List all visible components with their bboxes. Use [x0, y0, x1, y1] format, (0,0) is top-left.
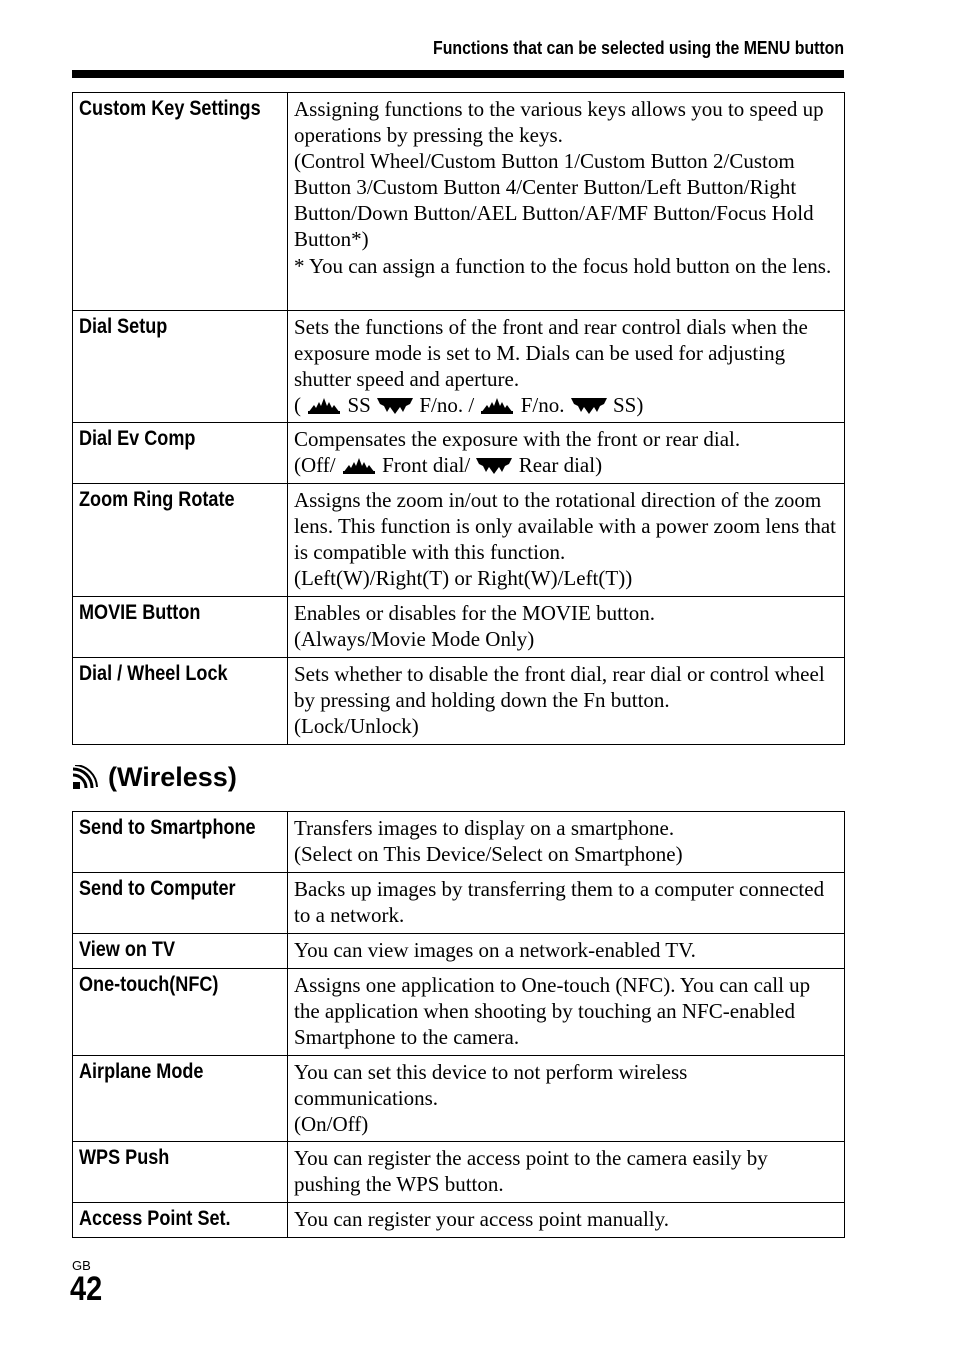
term-cell	[73, 873, 288, 934]
term-cell	[73, 658, 288, 745]
description-options: (On/Off)	[294, 1112, 369, 1136]
term-cell	[73, 1203, 288, 1238]
description-cell	[288, 1203, 845, 1238]
description-options: (Lock/Unlock)	[294, 714, 419, 738]
term-label: View on TV	[79, 938, 176, 961]
description-text: Assigns the zoom in/out to the rotational direction of the zoom lens. This function is only available with a power zoom lens that is compatible with this function.	[294, 488, 837, 564]
term-label: Dial Setup	[79, 315, 168, 338]
table-row	[73, 93, 845, 311]
term-cell	[73, 93, 288, 311]
table-row	[73, 484, 845, 597]
description-text: You can set this device to not perform wireless communications.	[294, 1060, 688, 1110]
description-cell	[288, 873, 845, 934]
description-text: Transfers images to display on a smartphone.	[294, 816, 675, 840]
term-label: WPS Push	[79, 1146, 170, 1169]
section-title: (Wireless)	[108, 762, 237, 792]
term-cell	[73, 597, 288, 658]
term-label: Dial / Wheel Lock	[79, 662, 228, 685]
description-text: Compensates the exposure with the front or rear dial.	[294, 427, 741, 451]
menu-table-2	[72, 811, 845, 1238]
description-options: ( SS F/no. / F/no. SS)	[294, 393, 644, 417]
description-cell	[288, 423, 845, 484]
table-row	[73, 1203, 845, 1238]
table-row	[73, 1056, 845, 1142]
wireless-icon	[72, 765, 98, 791]
table-row	[73, 934, 845, 969]
table-row	[73, 423, 845, 484]
page-region-code: GB	[72, 1258, 91, 1273]
term-cell	[73, 484, 288, 597]
term-label: Send to Computer	[79, 877, 236, 900]
term-label: MOVIE Button	[79, 601, 201, 624]
table-row	[73, 311, 845, 423]
table-row	[73, 873, 845, 934]
term-label: Send to Smartphone	[79, 816, 256, 839]
description-text: You can register your access point manually.	[294, 1207, 669, 1231]
description-options: (Select on This Device/Select on Smartphone)	[294, 842, 683, 866]
description-cell	[288, 597, 845, 658]
description-note: * You can assign a function to the focus hold button on the lens.	[294, 254, 832, 278]
term-label: Access Point Set.	[79, 1207, 231, 1230]
description-cell	[288, 658, 845, 745]
page-number: 42	[70, 1270, 103, 1308]
description-cell	[288, 812, 845, 873]
term-label: One-touch(NFC)	[79, 973, 219, 996]
description-text: Sets the functions of the front and rear control dials when the exposure mode is set to M. Dials can be used for adjusting shutter speed and aperture.	[294, 315, 808, 391]
description-cell	[288, 1142, 845, 1203]
term-cell	[73, 812, 288, 873]
description-options: (Off/ Front dial/ Rear dial)	[294, 453, 603, 477]
section-heading-wireless	[72, 762, 237, 793]
description-text: You can view images on a network-enabled TV.	[294, 938, 696, 962]
rear-dial-icon	[475, 455, 513, 475]
description-cell	[288, 969, 845, 1056]
table-row	[73, 597, 845, 658]
description-text: Enables or disables for the MOVIE button.	[294, 601, 656, 625]
description-text: Assigning functions to the various keys allows you to speed up operations by pressing the keys.	[294, 97, 824, 147]
description-text: Assigns one application to One-touch (NFC). You can call up the application when shooting by touching an NFC-enabled Smartphone to the camera.	[294, 973, 811, 1049]
table-row	[73, 812, 845, 873]
term-cell	[73, 969, 288, 1056]
description-text: You can register the access point to the camera easily by pushing the WPS button.	[294, 1146, 768, 1196]
description-text: Backs up images by transferring them to a computer connected to a network.	[294, 877, 825, 927]
running-header: Functions that can be selected using the MENU button	[433, 38, 844, 58]
description-options: (Control Wheel/Custom Button 1/Custom Button 2/Custom Button 3/Custom Button 4/Center Button/Left Button/Right Button/Down Button/AEL Button/AF/MF Button/Focus Hold Button*)	[294, 149, 814, 251]
menu-table-1	[72, 92, 845, 745]
table-row	[73, 969, 845, 1056]
table-row	[73, 1142, 845, 1203]
description-cell	[288, 1056, 845, 1142]
front-dial-icon	[341, 455, 377, 475]
term-label: Dial Ev Comp	[79, 427, 196, 450]
term-label: Zoom Ring Rotate	[79, 488, 235, 511]
header-rule	[72, 70, 844, 78]
description-text: Sets whether to disable the front dial, rear dial or control wheel by pressing and holding down the Fn button.	[294, 662, 825, 712]
term-label: Custom Key Settings	[79, 97, 261, 120]
description-cell	[288, 93, 845, 311]
rear-dial-icon	[570, 395, 608, 415]
term-label: Airplane Mode	[79, 1060, 204, 1083]
description-cell	[288, 484, 845, 597]
rear-dial-icon	[376, 395, 414, 415]
front-dial-icon	[306, 395, 342, 415]
term-cell	[73, 934, 288, 969]
term-cell	[73, 1056, 288, 1142]
front-dial-icon	[479, 395, 515, 415]
term-cell	[73, 1142, 288, 1203]
term-cell	[73, 311, 288, 423]
description-options: (Left(W)/Right(T) or Right(W)/Left(T))	[294, 566, 633, 590]
table-row	[73, 658, 845, 745]
description-cell	[288, 311, 845, 423]
description-options: (Always/Movie Mode Only)	[294, 627, 535, 651]
term-cell	[73, 423, 288, 484]
description-cell	[288, 934, 845, 969]
